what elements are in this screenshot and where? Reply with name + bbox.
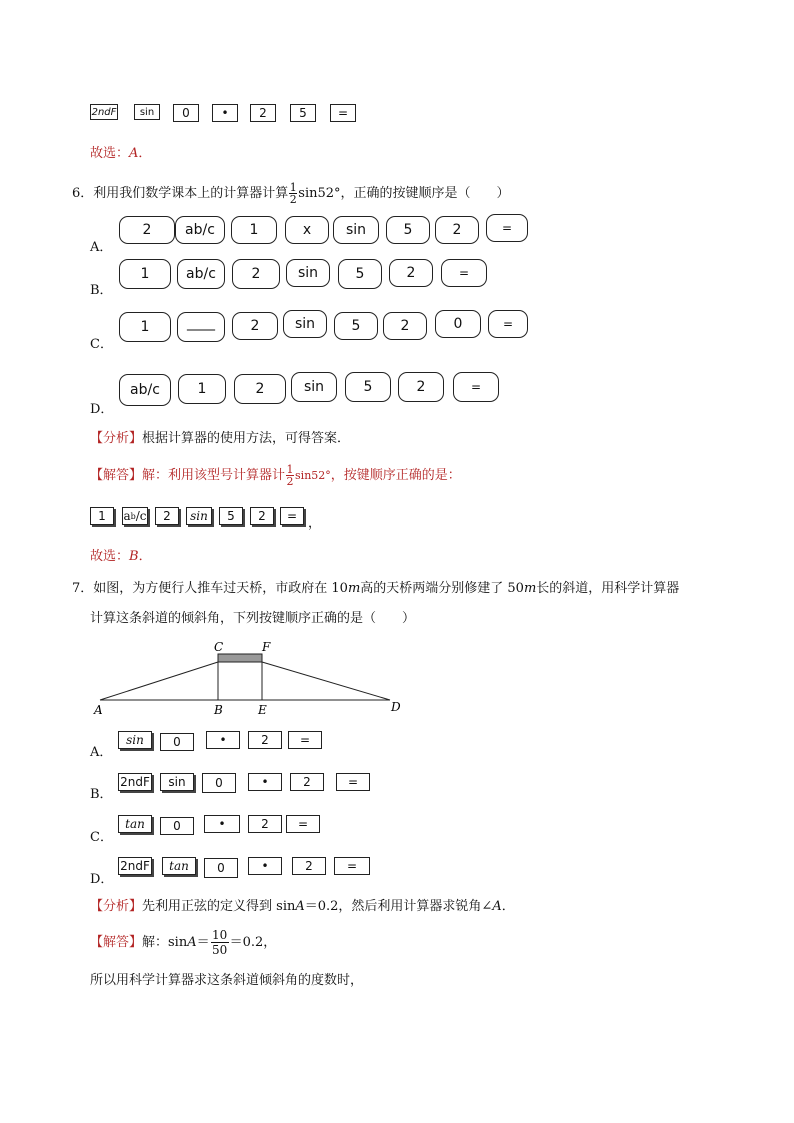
q7-option-d-label: D． <box>90 872 114 887</box>
q7-stem-line1: 7．如图，为方便行人推车过天桥，市政府在 10m高的天桥两端分别修建了 50m长的斜道，用科学计算器 <box>72 581 680 596</box>
bridge-deck <box>218 654 262 662</box>
q6-option-a-label: A． <box>90 240 113 255</box>
q6-stem: 6．利用我们数学课本上的计算器计算 $\frac{1}{2}$ sin52°，正确的按键顺序是（ ） <box>72 181 510 206</box>
q5-answer: 故选：A． <box>90 146 152 161</box>
key-equals: = <box>280 507 304 525</box>
key-1: 1 <box>119 312 171 342</box>
key-0: 0 <box>435 310 481 338</box>
key-dot: • <box>248 857 282 875</box>
q7-option-b-label: B． <box>90 787 113 802</box>
key-5: 5 <box>345 372 391 402</box>
answer-comma: ， <box>308 516 322 531</box>
ramp-ac <box>100 662 218 700</box>
key-1: 1 <box>90 507 114 525</box>
q7-option-a-label: A． <box>90 745 113 760</box>
q6-answer: 故选：B． <box>90 549 152 564</box>
key-equals: = <box>453 372 499 402</box>
key-abc: ab/c <box>119 374 171 406</box>
key-2: 2 <box>435 216 479 244</box>
key-5: 5 <box>290 104 316 122</box>
q6-option-b-label: B． <box>90 283 113 298</box>
key-abc: a b /c <box>123 509 147 523</box>
key-sin: sin <box>291 372 337 402</box>
label-d: D <box>391 700 401 714</box>
key-1: 1 <box>178 374 226 404</box>
key-equals: = <box>486 214 528 242</box>
key-0: 0 <box>204 858 238 878</box>
q6-fraction: $\frac{1}{2}$ <box>289 181 297 206</box>
key-equals: = <box>336 773 370 791</box>
key-2: 2 <box>398 372 444 402</box>
key-2ndf: 2ndF <box>118 773 152 791</box>
key-sin: sin <box>160 773 194 791</box>
key-2: 2 <box>248 731 282 749</box>
key-0: 0 <box>160 733 194 751</box>
key-abc: ab/c <box>175 216 225 244</box>
key-fraction-bar: ____ <box>177 312 225 342</box>
key-5: 5 <box>338 259 382 289</box>
key-equals: = <box>488 310 528 338</box>
label-c: C <box>214 640 224 654</box>
key-2: 2 <box>290 773 324 791</box>
q6-solution: 【解答】解：利用该型号计算器计 $\frac{1}{2}$ sin52°，按键顺序正确的是： <box>90 463 461 488</box>
label-f: F <box>262 640 271 654</box>
key-equals: = <box>288 731 322 749</box>
key-2: 2 <box>119 216 175 244</box>
key-1: 1 <box>231 216 277 244</box>
key-0: 0 <box>173 104 199 122</box>
key-2: 2 <box>292 857 326 875</box>
q6-analysis: 【分析】根据计算器的使用方法，可得答案． <box>90 431 351 446</box>
key-5: 5 <box>386 216 430 244</box>
key-2: 2 <box>383 312 427 340</box>
q6-solution-fraction: $\frac{1}{2}$ <box>286 463 294 488</box>
key-dot: • <box>212 104 238 122</box>
q6-option-d-label: D． <box>90 402 114 417</box>
key-2: 2 <box>250 507 274 525</box>
key-sin: sin <box>134 104 160 120</box>
ramp-fd <box>262 662 390 700</box>
key-sin: sin <box>286 259 330 287</box>
q7-solution: 【解答】解：sinA＝ $\frac{10}{50}$ ＝0.2， <box>90 928 277 957</box>
key-tan: tan <box>162 857 196 875</box>
bridge-figure <box>90 636 410 718</box>
key-equals: = <box>441 259 487 287</box>
key-x: x <box>285 216 329 244</box>
key-dot: • <box>248 773 282 791</box>
key-abc: ab/c <box>177 259 225 289</box>
key-2: 2 <box>234 374 286 404</box>
key-1: 1 <box>119 259 171 289</box>
key-equals: = <box>286 815 320 833</box>
key-2ndf: 2ndF <box>118 857 152 875</box>
key-2: 2 <box>232 312 278 340</box>
label-a: A <box>94 703 103 717</box>
key-equals: = <box>330 104 356 122</box>
key-sin: sin <box>333 216 379 244</box>
key-dot: • <box>206 731 240 749</box>
key-equals: = <box>334 857 370 875</box>
q6-option-c-label: C． <box>90 337 113 352</box>
key-dot: • <box>204 815 240 833</box>
key-sin: sin <box>186 507 212 525</box>
key-2: 2 <box>155 507 179 525</box>
q7-solution-fraction: $\frac{10}{50}$ <box>211 928 228 957</box>
key-sin: sin <box>118 731 152 749</box>
key-5: 5 <box>334 312 378 340</box>
q7-option-c-label: C． <box>90 830 113 845</box>
key-2ndf: 2ndF <box>90 104 118 120</box>
q7-analysis: 【分析】先利用正弦的定义得到 sinA＝0.2，然后利用计算器求锐角∠A． <box>90 899 515 914</box>
q7-stem-line2: 计算这条斜道的倾斜角，下列按键顺序正确的是（ ） <box>90 611 416 626</box>
label-e: E <box>258 703 267 717</box>
key-2: 2 <box>232 259 280 289</box>
key-2: 2 <box>248 815 282 833</box>
key-sin: sin <box>283 310 327 338</box>
label-b: B <box>214 703 223 717</box>
key-2: 2 <box>250 104 276 122</box>
key-0: 0 <box>160 817 194 835</box>
key-5: 5 <box>219 507 243 525</box>
key-0: 0 <box>202 773 236 793</box>
key-2: 2 <box>389 259 433 287</box>
key-tan: tan <box>118 815 152 833</box>
q7-final-line: 所以用科学计算器求这条斜道倾斜角的度数时， <box>90 973 364 988</box>
